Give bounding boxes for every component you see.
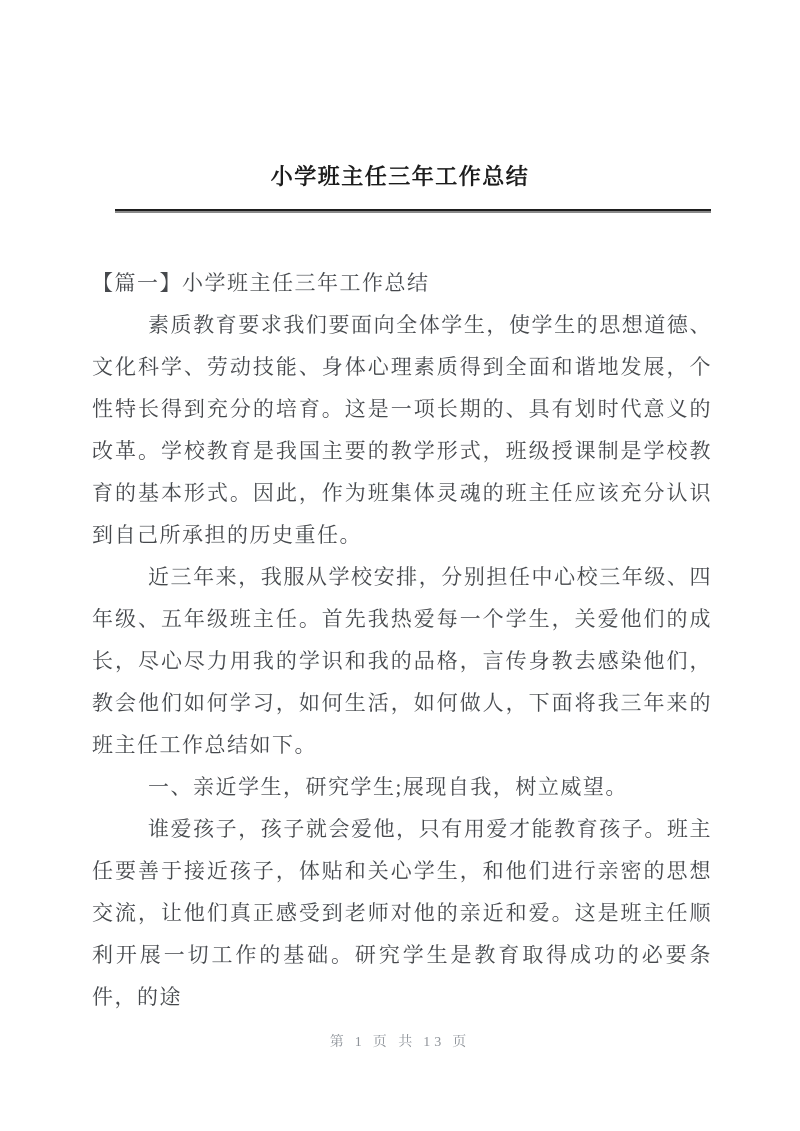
footer-label-middle: 页 共 [372,1035,417,1050]
paragraph-1: 素质教育要求我们要面向全体学生，使学生的思想道德、文化科学、劳动技能、身体心理素质得到全面和谐地发展，个性特长得到充分的培育。这是一项长期的、具有划时代意义的改革。学校教育是我国主要的教学形式，班级授课制是学校教育的基本形式。因此，作为班集体灵魂的班主任应该充分认识到自己所承担的历史重任。 [92,313,712,547]
title-divider [115,209,711,213]
page-footer [0,1031,800,1051]
footer-total-page-number: 13 [423,1035,446,1050]
footer-current-page-number: 1 [354,1035,366,1050]
subheading-1: 一、亲近学生，研究学生;展现自我，树立威望。 [148,775,628,799]
footer-label-page: 第 [329,1035,348,1050]
footer-label-end: 页 [452,1035,471,1050]
paragraph-2: 近三年来，我服从学校安排，分别担任中心校三年级、四年级、五年级班主任。首先我热爱每一个学生，关爱他们的成长，尽心尽力用我的学识和我的品格，言传身教去感染他们，教会他们如何学习，如何生活，如何做人，下面将我三年来的班主任工作总结如下。 [92,565,712,757]
paragraph-3: 谁爱孩子，孩子就会爱他，只有用爱才能教育孩子。班主任要善于接近孩子，体贴和关心学生，和他们进行亲密的思想交流，让他们真正感受到老师对他的亲近和爱。这是班主任顺利开展一切工作的基础。研究学生是教育取得成功的必要条件，的途 [92,817,712,1009]
document-body [92,262,712,1018]
section-heading: 【篇一】小学班主任三年工作总结 [92,271,430,295]
page-title: 小学班主任三年工作总结 [270,164,530,189]
